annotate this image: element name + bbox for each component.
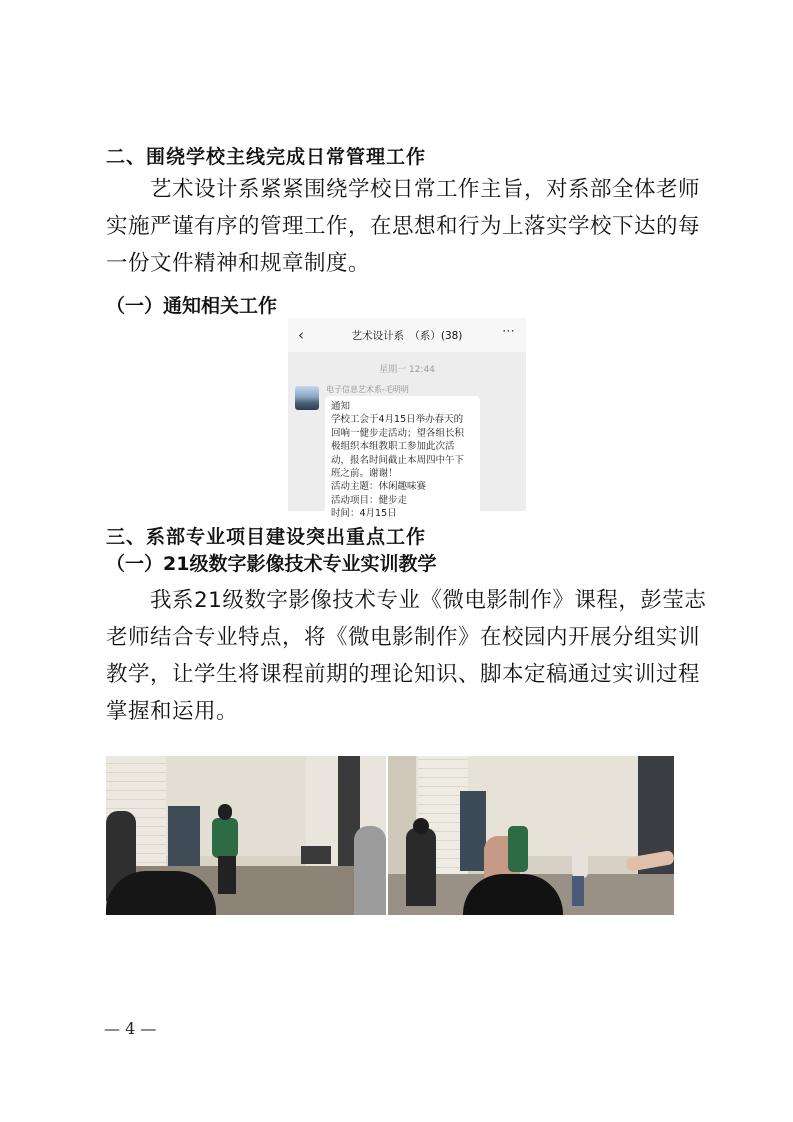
paragraph-line: 艺术设计系紧紧围绕学校日常工作主旨，对系部全体老师 — [106, 177, 701, 202]
chat-message-bubble — [325, 396, 480, 536]
page-number: — 4 — — [104, 1019, 157, 1038]
message-line: 活动主题：休闲趣味赛 — [331, 481, 427, 493]
more-icon: ⋯ — [502, 324, 516, 339]
training-photo-2 — [388, 756, 674, 915]
message-line: 极组织本组教职工参加此次活 — [331, 441, 455, 453]
chat-header — [288, 318, 526, 352]
chat-screenshot — [288, 318, 526, 520]
message-line: 活动项目：健步走 — [331, 494, 408, 506]
avatar — [295, 386, 319, 410]
paragraph-line: 实施严谨有序的管理工作，在思想和行为上落实学校下达的每 — [106, 214, 701, 239]
paragraph-line: 我系21级数字影像技术专业《微电影制作》课程，彭莹志 — [106, 588, 707, 613]
section-2-heading: 二、围绕学校主线完成日常管理工作 — [106, 146, 427, 168]
message-line: 学校工会于4月15日举办春天的 — [331, 414, 464, 426]
paragraph-line: 老师结合专业特点，将《微电影制作》在校园内开展分组实训 — [106, 625, 701, 650]
chat-sender-name: 电子信息艺术系-毛明明 — [326, 385, 409, 394]
paragraph-line: 一份文件精神和规章制度。 — [106, 251, 371, 276]
training-photo-1 — [106, 756, 386, 915]
message-line: 通知 — [331, 401, 351, 412]
chat-timestamp: 星期一 12:44 — [379, 365, 435, 375]
chevron-left-icon: ‹ — [298, 326, 304, 344]
section-3-heading: 三、系部专业项目建设突出重点工作 — [106, 526, 427, 548]
message-line: 时间：4月15日 — [331, 508, 397, 520]
message-line: 回响一健步走活动；望各组长积 — [331, 427, 465, 439]
chat-title: 艺术设计系 （系）(38) — [351, 330, 463, 342]
paragraph-line: 教学，让学生将课程前期的理论知识、脚本定稿通过实训过程 — [106, 662, 701, 687]
section-3-paragraph — [106, 582, 706, 730]
section-2-paragraph — [106, 171, 706, 282]
section-3-subheading: （一）21级数字影像技术专业实训教学 — [106, 553, 437, 575]
section-2-subheading: （一）通知相关工作 — [106, 295, 278, 317]
paragraph-line: 掌握和运用。 — [106, 699, 239, 724]
message-line: 动，报名时间截止本周四中午下 — [331, 454, 465, 466]
message-line: 班之前。谢谢！ — [331, 468, 398, 480]
